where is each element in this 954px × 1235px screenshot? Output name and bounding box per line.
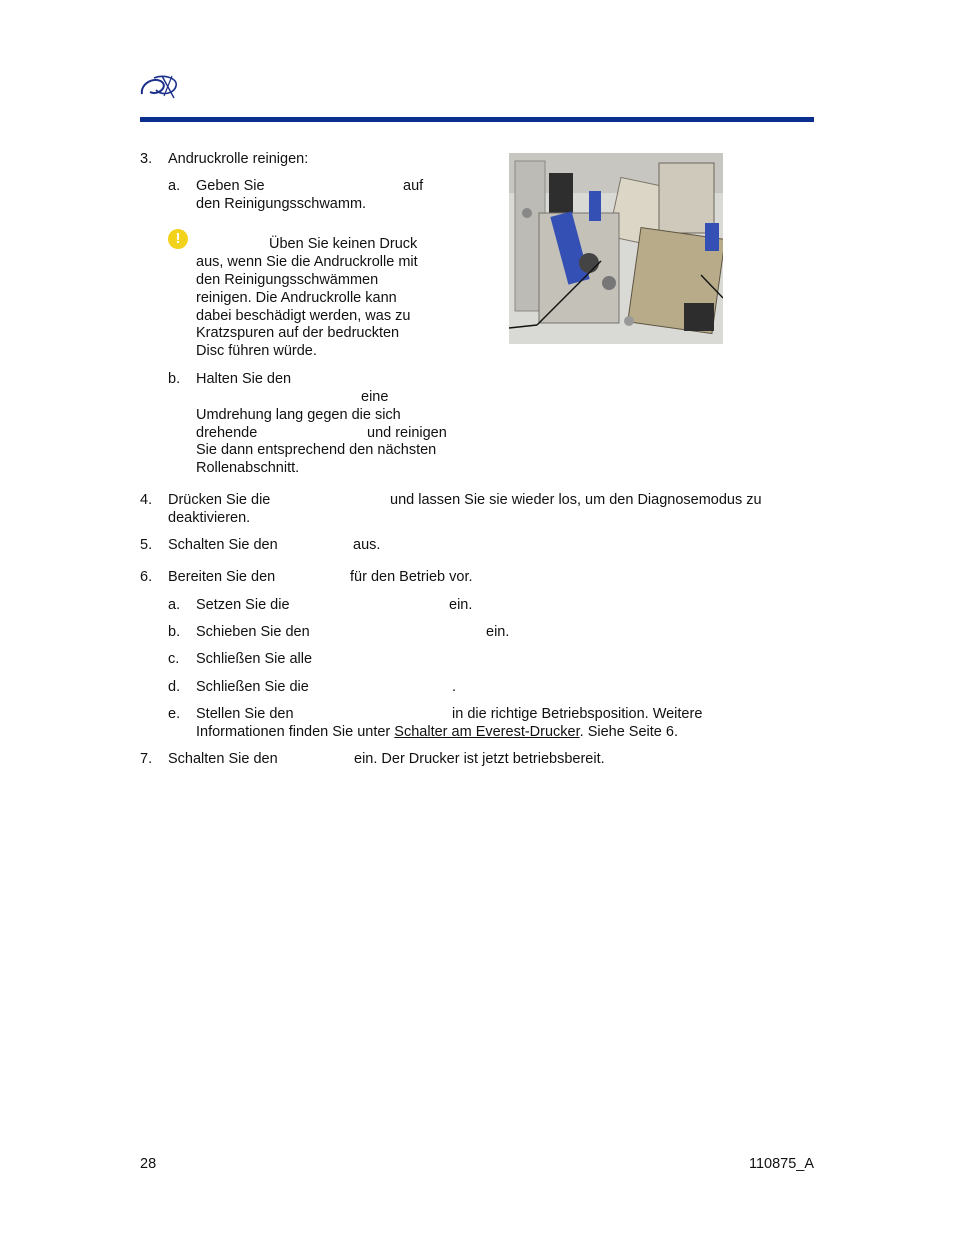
step-3b-marker: b. bbox=[168, 371, 181, 387]
step-6d-marker: d. bbox=[168, 679, 181, 695]
step-6-part1: Bereiten Sie den bbox=[168, 569, 276, 585]
schalter-link[interactable]: Schalter am Everest-Drucker bbox=[394, 724, 580, 740]
step-4-line2: deaktivieren. bbox=[168, 510, 251, 526]
step-6e-part2: in die richtige Betriebsposition. Weitere bbox=[452, 706, 703, 722]
step-6e-line2 bbox=[196, 723, 678, 741]
step-3a-marker: a. bbox=[168, 178, 181, 194]
step-3a-line2: den Reinigungsschwamm. bbox=[196, 196, 367, 212]
step-3-number: 3. bbox=[140, 151, 153, 167]
step-6a-part1: Setzen Sie die bbox=[196, 597, 290, 613]
step-3a-part2: auf bbox=[403, 178, 424, 194]
rimage-logo-icon bbox=[138, 72, 180, 100]
step-3b-line4a: drehende bbox=[196, 425, 258, 441]
step-7-number: 7. bbox=[140, 751, 153, 767]
caution-line-3: den Reinigungsschwämmen bbox=[196, 272, 379, 288]
step-6a-marker: a. bbox=[168, 597, 181, 613]
printer-roller-photo bbox=[509, 153, 723, 344]
step-3-text: Andruckrolle reinigen: bbox=[168, 151, 309, 167]
caution-line-7: Disc führen würde. bbox=[196, 343, 317, 359]
step-4-number: 4. bbox=[140, 492, 153, 508]
caution-line-5: dabei beschädigt werden, was zu bbox=[196, 308, 411, 324]
step-6c-marker: c. bbox=[168, 651, 180, 667]
step-5-part2: aus. bbox=[353, 537, 381, 553]
step-7-part2: ein. Der Drucker ist jetzt betriebsbereit. bbox=[354, 751, 605, 767]
step-6e-part1: Stellen Sie den bbox=[196, 706, 294, 722]
caution-line-6: Kratzspuren auf der bedruckten bbox=[196, 325, 400, 341]
step-3b-line4b: und reinigen bbox=[367, 425, 447, 441]
header-rule bbox=[140, 117, 814, 122]
caution-line-4: reinigen. Die Andruckrolle kann bbox=[196, 290, 397, 306]
caution-line-1: Üben Sie keinen Druck bbox=[269, 236, 418, 252]
step-6b-marker: b. bbox=[168, 624, 181, 640]
step-5-number: 5. bbox=[140, 537, 153, 553]
step-6d-part1: Schließen Sie die bbox=[196, 679, 309, 695]
page-number: 28 bbox=[140, 1156, 157, 1172]
step-3b-line3: Umdrehung lang gegen die sich bbox=[196, 407, 401, 423]
step-6a-part2: ein. bbox=[449, 597, 473, 613]
step-6-part2: für den Betrieb vor. bbox=[350, 569, 473, 585]
step-6e-line2a: Informationen finden Sie unter bbox=[196, 724, 391, 740]
caution-icon: ! bbox=[168, 229, 188, 249]
step-4-part2: und lassen Sie sie wieder los, um den Diagnosemodus zu bbox=[390, 492, 762, 508]
step-3b-line5: Sie dann entsprechend den nächsten bbox=[196, 442, 437, 458]
caution-line-2: aus, wenn Sie die Andruckrolle mit bbox=[196, 254, 418, 270]
step-3b-line1: Halten Sie den bbox=[196, 371, 292, 387]
step-3b-line6: Rollenabschnitt. bbox=[196, 460, 300, 476]
step-4-part1: Drücken Sie die bbox=[168, 492, 271, 508]
step-5-part1: Schalten Sie den bbox=[168, 537, 278, 553]
step-6d-part2: . bbox=[452, 679, 457, 695]
step-6c-part1: Schließen Sie alle bbox=[196, 651, 313, 667]
step-6-number: 6. bbox=[140, 569, 153, 585]
step-6b-part1: Schieben Sie den bbox=[196, 624, 310, 640]
step-6e-marker: e. bbox=[168, 706, 181, 722]
step-6e-line2b: . Siehe Seite 6. bbox=[579, 724, 678, 740]
step-7-part1: Schalten Sie den bbox=[168, 751, 278, 767]
step-3b-line2: eine bbox=[361, 389, 389, 405]
step-6b-part2: ein. bbox=[486, 624, 510, 640]
step-3a-part1: Geben Sie bbox=[196, 178, 265, 194]
doc-id: 110875_A bbox=[748, 1156, 814, 1172]
